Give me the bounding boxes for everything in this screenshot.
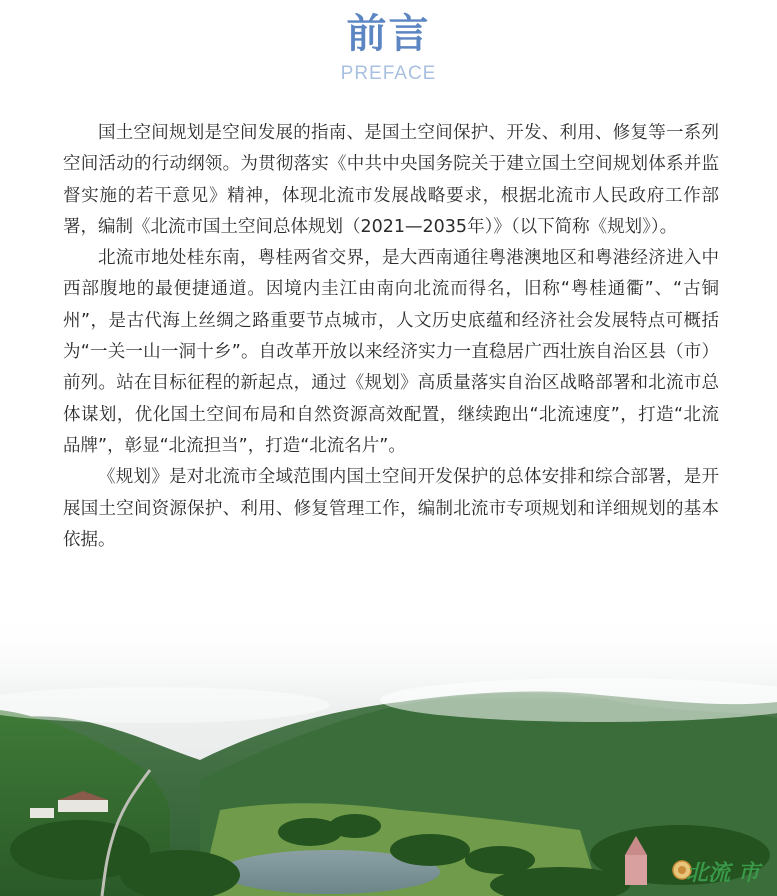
paragraph: 《规划》是对北流市全域范围内国土空间开发保护的总体安排和综合部署，是开展国土空间资源保护、利用、修复管理工作，编制北流市专项规划和详细规划的基本依据。 — [63, 467, 719, 550]
landscape-photo — [0, 610, 777, 896]
paragraph: 国土空间规划是空间发展的指南、是国土空间保护、开发、利用、修复等一系列空间活动的行动纲领。为贯彻落实《中共中央国务院关于建立国土空间规划体系并监督实施的若干意见》精神，体现北流市发展战略要求，根据北流市人民政府工作部署，编制《北流市国土空间总体规划（2021—2035年）》（以下简称《规划》）。 — [63, 123, 719, 237]
paragraph: 北流市地处桂东南，粤桂两省交界，是大西南通往粤港澳地区和粤港经济进入中西部腹地的最便捷通道。因境内圭江由南向北流而得名，旧称“粤桂通衢”、“古铜州”，是古代海上丝绸之路重要节点城市，人文历史底蕴和经济社会发展特点可概括为“一关一山一洞十乡”。自改革开放以来经济实力一直稳居广西壮族自治区县（市）前列。站在目标征程的新起点，通过《规划》高质量落实自治区战略部署和北流市总体谋划，优化国土空间布局和自然资源高效配置，继续跑出“北流速度”，打造“北流品牌”，彰显“北流担当”，打造“北流名片”。 — [63, 248, 719, 456]
logo-text: 北流 市 — [686, 860, 760, 886]
page-subtitle: PREFACE — [340, 63, 437, 84]
city-logo — [672, 852, 772, 888]
page-title: 前言 — [346, 10, 431, 57]
preface-body — [63, 118, 719, 556]
